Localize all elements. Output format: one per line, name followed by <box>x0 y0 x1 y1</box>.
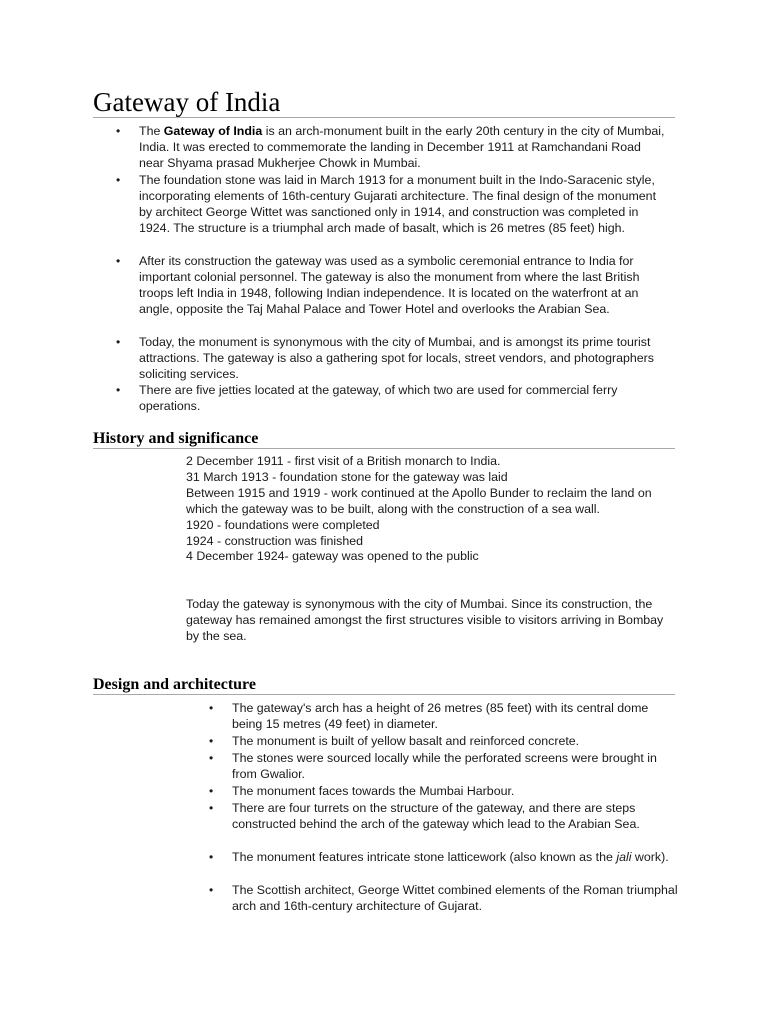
list-item <box>209 700 678 733</box>
bullet-icon: • <box>209 883 214 897</box>
list-item-text: There are five jetties located at the gateway, of which two are used for commercial ferry operations. <box>139 383 618 414</box>
timeline-entry: 31 March 1913 - foundation stone for the gateway was laid <box>186 469 508 484</box>
term-italic: jali <box>616 850 632 864</box>
list-item <box>116 253 669 334</box>
timeline-entry: 4 December 1924- gateway was opened to the public <box>186 549 479 564</box>
list-item <box>116 382 669 414</box>
list-item-text: The monument features intricate stone latticework (also known as the <box>232 850 617 864</box>
list-item-text: There are four turrets on the structure of the gateway, and there are steps constructed behind the arch of the gateway which lead to the Arabian Sea. <box>232 801 640 832</box>
page-title: Gateway of India <box>93 87 281 117</box>
bullet-icon: • <box>116 383 121 398</box>
bullet-icon: • <box>209 850 214 864</box>
timeline-entry: 1924 - construction was finished <box>186 533 364 548</box>
list-item <box>116 334 669 383</box>
list-item-text: is an arch-monument built in the early 20th century in the city of Mumbai, India. It was erected to commemorate the landing in December 1911 at Ramchandani Road near Shyama prasad Mukherjee Chowk in Mumbai. <box>139 124 665 171</box>
bullet-icon: • <box>209 784 214 798</box>
list-item-text: work). <box>631 850 669 864</box>
list-item-text: The stones were sourced locally while the perforated screens were brought in from Gwalior. <box>232 751 657 782</box>
history-divider <box>93 448 675 449</box>
list-item-text: The monument is built of yellow basalt and reinforced concrete. <box>232 734 580 748</box>
design-divider <box>93 694 675 695</box>
history-paragraph: Today the gateway is synonymous with the city of Mumbai. Since its construction, the gateway has remained amongst the first structures visible to visitors arriving in Bombay by the sea. <box>186 597 664 643</box>
list-item-text: The Scottish architect, George Wittet combined elements of the Roman triumphal arch and 16th-century architecture of Gujarat. <box>232 883 678 914</box>
timeline-entry: 2 December 1911 - first visit of a British monarch to India. <box>186 454 501 468</box>
list-item <box>209 733 678 750</box>
bullet-icon: • <box>209 801 214 815</box>
list-item <box>116 123 669 172</box>
section-heading-design: Design and architecture <box>93 676 256 693</box>
list-item-text: The <box>139 124 164 138</box>
list-item-text: The monument faces towards the Mumbai Harbour. <box>232 784 515 798</box>
list-item <box>209 800 678 849</box>
bullet-icon: • <box>116 124 121 138</box>
list-item <box>209 882 678 915</box>
list-item <box>116 172 669 253</box>
list-item-text: The gateway's arch has a height of 26 metres (85 feet) with its central dome being 15 metres (49 feet) in diameter. <box>232 701 649 732</box>
list-item-text: After its construction the gateway was used as a symbolic ceremonial entrance to India for important colonial personnel. The gateway is also the monument from where the last British troops left India in 1948, following Indian independence. It is located on the waterfront at an angle, opposite the Taj Mahal Palace and Tower Hotel and overlooks the Arabian Sea. <box>139 253 640 317</box>
bullet-icon: • <box>209 701 214 715</box>
intro-list <box>116 123 669 415</box>
section-heading-history: History and significance <box>93 430 259 447</box>
history-timeline <box>186 454 676 565</box>
bullet-icon: • <box>116 334 121 349</box>
design-list <box>209 700 678 915</box>
list-item-text: The foundation stone was laid in March 1913 for a monument built in the Indo-Saracenic style, incorporating elements of 16th-century Gujarati architecture. The final design of the monument by architect George Wittet was sanctioned only in 1914, and construction was completed in 1924. The structure is a triumphal arch made of basalt, which is 26 metres (85 feet) high. <box>139 172 657 236</box>
list-item-text: Today, the monument is synonymous with the city of Mumbai, and is amongst its prime tourist attractions. The gateway is also a gathering spot for locals, street vendors, and photographers soliciting services. <box>139 334 654 381</box>
bullet-icon: • <box>209 751 214 765</box>
list-item <box>209 849 678 882</box>
bullet-icon: • <box>116 172 121 187</box>
list-item <box>209 750 678 783</box>
bullet-icon: • <box>209 734 214 748</box>
timeline-entry: Between 1915 and 1919 - work continued at the Apollo Bunder to reclaim the land on which the gateway was to be built, along with the construction of a sea wall. <box>186 485 652 516</box>
title-divider <box>93 117 675 118</box>
list-item <box>209 783 678 800</box>
timeline-entry: 1920 - foundations were completed <box>186 517 380 532</box>
term-bold: Gateway of India <box>163 124 263 138</box>
bullet-icon: • <box>116 253 121 268</box>
